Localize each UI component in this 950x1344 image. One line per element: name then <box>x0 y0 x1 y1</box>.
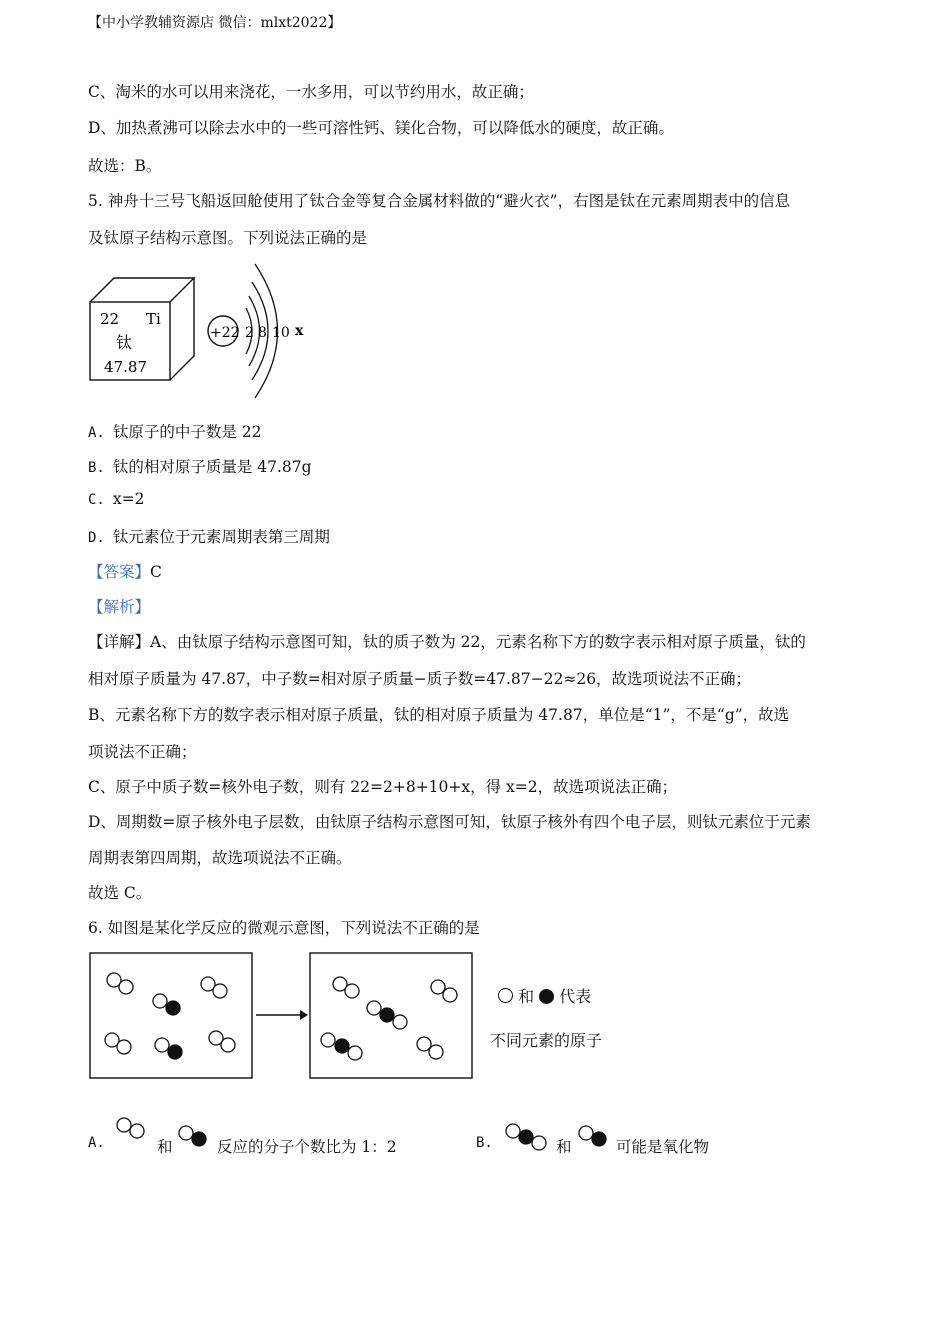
shell-1-electrons: 2 <box>245 325 254 341</box>
q5-option-c: C. x=2 <box>88 490 145 508</box>
w2-molecule-icon <box>114 1116 150 1142</box>
q6-stem: 6. 如图是某化学反应的微观示意图，下列说法不正确的是 <box>88 919 480 937</box>
prev-option-d: D、加热煮沸可以除去水中的一些可溶性钙、镁化合物，可以降低水的硬度，故正确。 <box>88 119 674 137</box>
prev-answer: 故选：B。 <box>88 157 162 175</box>
reaction-arrow-head <box>300 1010 308 1020</box>
q5-detail-line: B、元素名称下方的数字表示相对原子质量，钛的相对原子质量为 47.87，单位是“1”，不是“g”，故选 <box>88 706 790 724</box>
q6-option-a-letter: A. <box>88 1135 105 1151</box>
element-symbol: Ti <box>146 310 161 328</box>
q6-option-b-letter: B. <box>476 1135 493 1151</box>
q5-stem-line1: 5. 神舟十三号飞船返回舱使用了钛合金等复合金属材料做的“避火衣”，右图是钛在元素周期表中的信息 <box>88 192 791 210</box>
element-mass: 47.87 <box>104 358 147 376</box>
q5-stem-line2: 及钛原子结构示意图。下列说法正确的是 <box>88 229 368 247</box>
shell-4-electrons: x <box>295 323 304 339</box>
q5-answer: 【答案】C <box>88 563 162 581</box>
wb-molecule-icon <box>576 1124 612 1150</box>
titanium-diagram <box>86 258 326 408</box>
q5-detail-line: 项说法不正确； <box>88 743 197 761</box>
q5-option-b: B. 钛的相对原子质量是 47.87g <box>88 458 312 476</box>
q5-option-a: A. 钛原子的中子数是 22 <box>88 423 262 441</box>
nucleus-charge: +22 <box>210 325 240 341</box>
q5-detail-line: 故选 C。 <box>88 884 152 902</box>
q6-option-b-and: 和 <box>556 1138 572 1156</box>
q5-analysis-tag: 【解析】 <box>88 598 151 616</box>
element-name: 钛 <box>116 333 133 352</box>
reaction-diagram <box>88 950 488 1082</box>
element-number: 22 <box>100 310 120 328</box>
wbw-molecule-icon <box>503 1122 553 1152</box>
q6-option-b-text: 可能是氧化物 <box>616 1138 710 1156</box>
wb-molecule-icon <box>176 1124 212 1150</box>
shell-3-electrons: 10 <box>272 325 290 341</box>
q5-detail-line: C、原子中质子数=核外电子数，则有 22=2+8+10+x，得 x=2，故选项说法正确； <box>88 778 678 796</box>
white-atom-icon <box>498 988 513 1003</box>
q5-detail-line: 周期表第四周期，故选项说法不正确。 <box>88 849 352 867</box>
atom-legend: 和 代表 <box>498 984 591 1007</box>
q5-detail-line: 相对原子质量为 47.87，中子数=相对原子质量−质子数=47.87−22≈26，故选项说法不正确； <box>88 670 752 688</box>
atom-legend-line2: 不同元素的原子 <box>490 1031 603 1050</box>
prev-option-c: C、淘米的水可以用来浇花，一水多用，可以节约用水，故正确； <box>88 83 534 101</box>
q5-detail-line: D、周期数=原子核外电子层数，由钛原子结构示意图可知，钛原子核外有四个电子层，则钛元素位于元素 <box>88 813 811 831</box>
shell-2-electrons: 8 <box>258 325 267 341</box>
black-atom-icon <box>539 989 554 1004</box>
q5-option-d: D. 钛元素位于元素周期表第三周期 <box>88 528 330 546</box>
header-watermark: 【中小学教辅资源店 微信：mlxt2022】 <box>88 15 342 31</box>
q5-detail-line: 【详解】A、由钛原子结构示意图可知，钛的质子数为 22，元素名称下方的数字表示相对原子质量，钛的 <box>88 633 806 651</box>
q6-option-a-and: 和 <box>157 1138 173 1156</box>
q6-option-a-text: 反应的分子个数比为 1：2 <box>217 1138 397 1156</box>
